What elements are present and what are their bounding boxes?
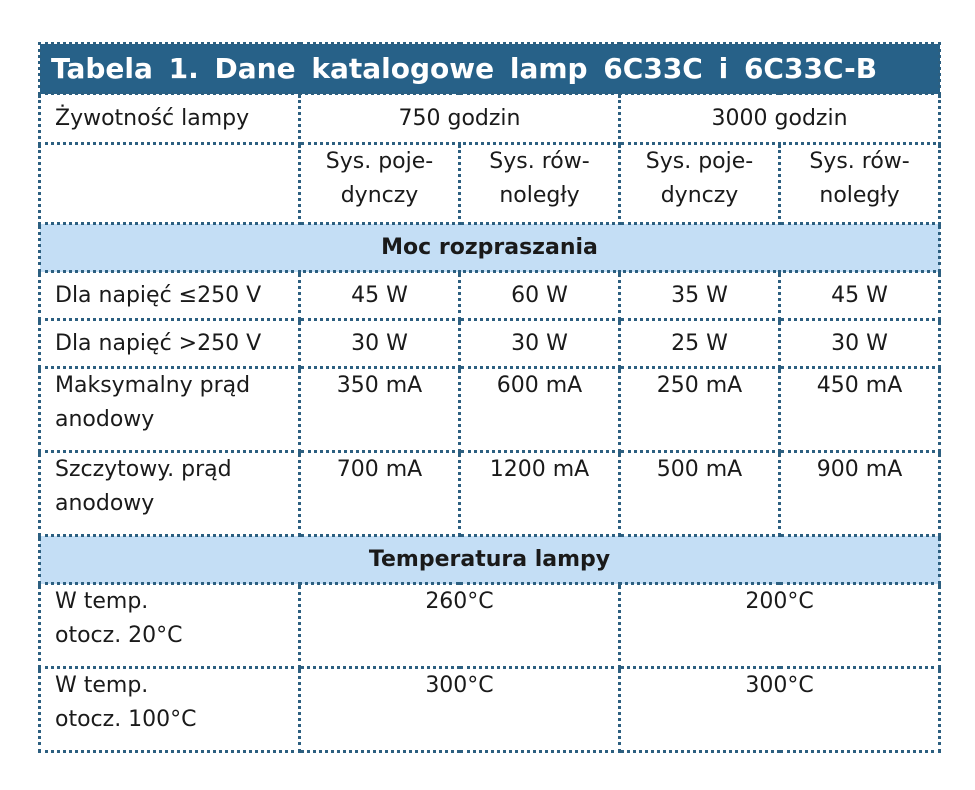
table-cell: 30 W — [300, 320, 460, 368]
table-row — [40, 668, 940, 752]
row-label — [40, 452, 300, 536]
row-label-line: W temp. — [55, 589, 149, 614]
table-cell: 45 W — [300, 272, 460, 320]
lifetime-3000: 3000 godzin — [620, 94, 940, 144]
section-header-power: Moc rozpraszania — [40, 224, 940, 272]
table-cell: 200°C — [620, 584, 940, 668]
lifetime-750: 750 godzin — [300, 94, 620, 144]
row-label — [40, 368, 300, 452]
table-cell: 600 mA — [460, 368, 620, 452]
section-header-temperature: Temperatura lampy — [40, 536, 940, 584]
row-label: Dla napięć ≤250 V — [40, 272, 300, 320]
table-cell: 1200 mA — [460, 452, 620, 536]
title-row — [40, 44, 940, 94]
table-cell: 350 mA — [300, 368, 460, 452]
row-label-line: Maksymalny prąd — [55, 373, 251, 398]
table-cell: 900 mA — [780, 452, 940, 536]
table-cell: 60 W — [460, 272, 620, 320]
table-cell: 25 W — [620, 320, 780, 368]
table-row — [40, 368, 940, 452]
system-row — [40, 144, 940, 224]
system-header-line: Sys. rów- — [809, 149, 910, 174]
row-label: Dla napięć >250 V — [40, 320, 300, 368]
table-cell: 500 mA — [620, 452, 780, 536]
table-row — [40, 320, 940, 368]
row-label — [40, 668, 300, 752]
table-cell: 30 W — [780, 320, 940, 368]
table-cell: 30 W — [460, 320, 620, 368]
table-cell: 450 mA — [780, 368, 940, 452]
table-cell: 250 mA — [620, 368, 780, 452]
table-row — [40, 272, 940, 320]
system-header-line: dynczy — [660, 183, 739, 208]
row-label-line: anodowy — [55, 491, 155, 516]
table-row — [40, 584, 940, 668]
table-cell: 35 W — [620, 272, 780, 320]
system-label-empty — [40, 144, 300, 224]
lifetime-label: Żywotność lampy — [40, 94, 300, 144]
table-cell: 260°C — [300, 584, 620, 668]
table-row — [40, 452, 940, 536]
row-label-line: Szczytowy. prąd — [55, 457, 232, 482]
section-row — [40, 224, 940, 272]
system-header — [780, 144, 940, 224]
system-header-line: noległy — [499, 183, 580, 208]
system-header-line: dynczy — [340, 183, 419, 208]
system-header-line: noległy — [819, 183, 900, 208]
system-header-line: Sys. rów- — [489, 149, 590, 174]
system-header — [300, 144, 460, 224]
row-label — [40, 584, 300, 668]
system-header-line: Sys. poje- — [325, 149, 434, 174]
table-cell: 300°C — [300, 668, 620, 752]
table-cell: 45 W — [780, 272, 940, 320]
catalog-table — [38, 42, 941, 753]
lifetime-row — [40, 94, 940, 144]
table-cell: 300°C — [620, 668, 940, 752]
section-row — [40, 536, 940, 584]
row-label-line: W temp. — [55, 673, 149, 698]
row-label-line: anodowy — [55, 407, 155, 432]
row-label-line: otocz. 20°C — [55, 623, 183, 648]
system-header — [460, 144, 620, 224]
row-label-line: otocz. 100°C — [55, 707, 197, 732]
system-header — [620, 144, 780, 224]
system-header-line: Sys. poje- — [645, 149, 754, 174]
table-title: Tabela 1. Dane katalogowe lamp 6C33C i 6C33C-B — [40, 44, 940, 94]
table-cell: 700 mA — [300, 452, 460, 536]
